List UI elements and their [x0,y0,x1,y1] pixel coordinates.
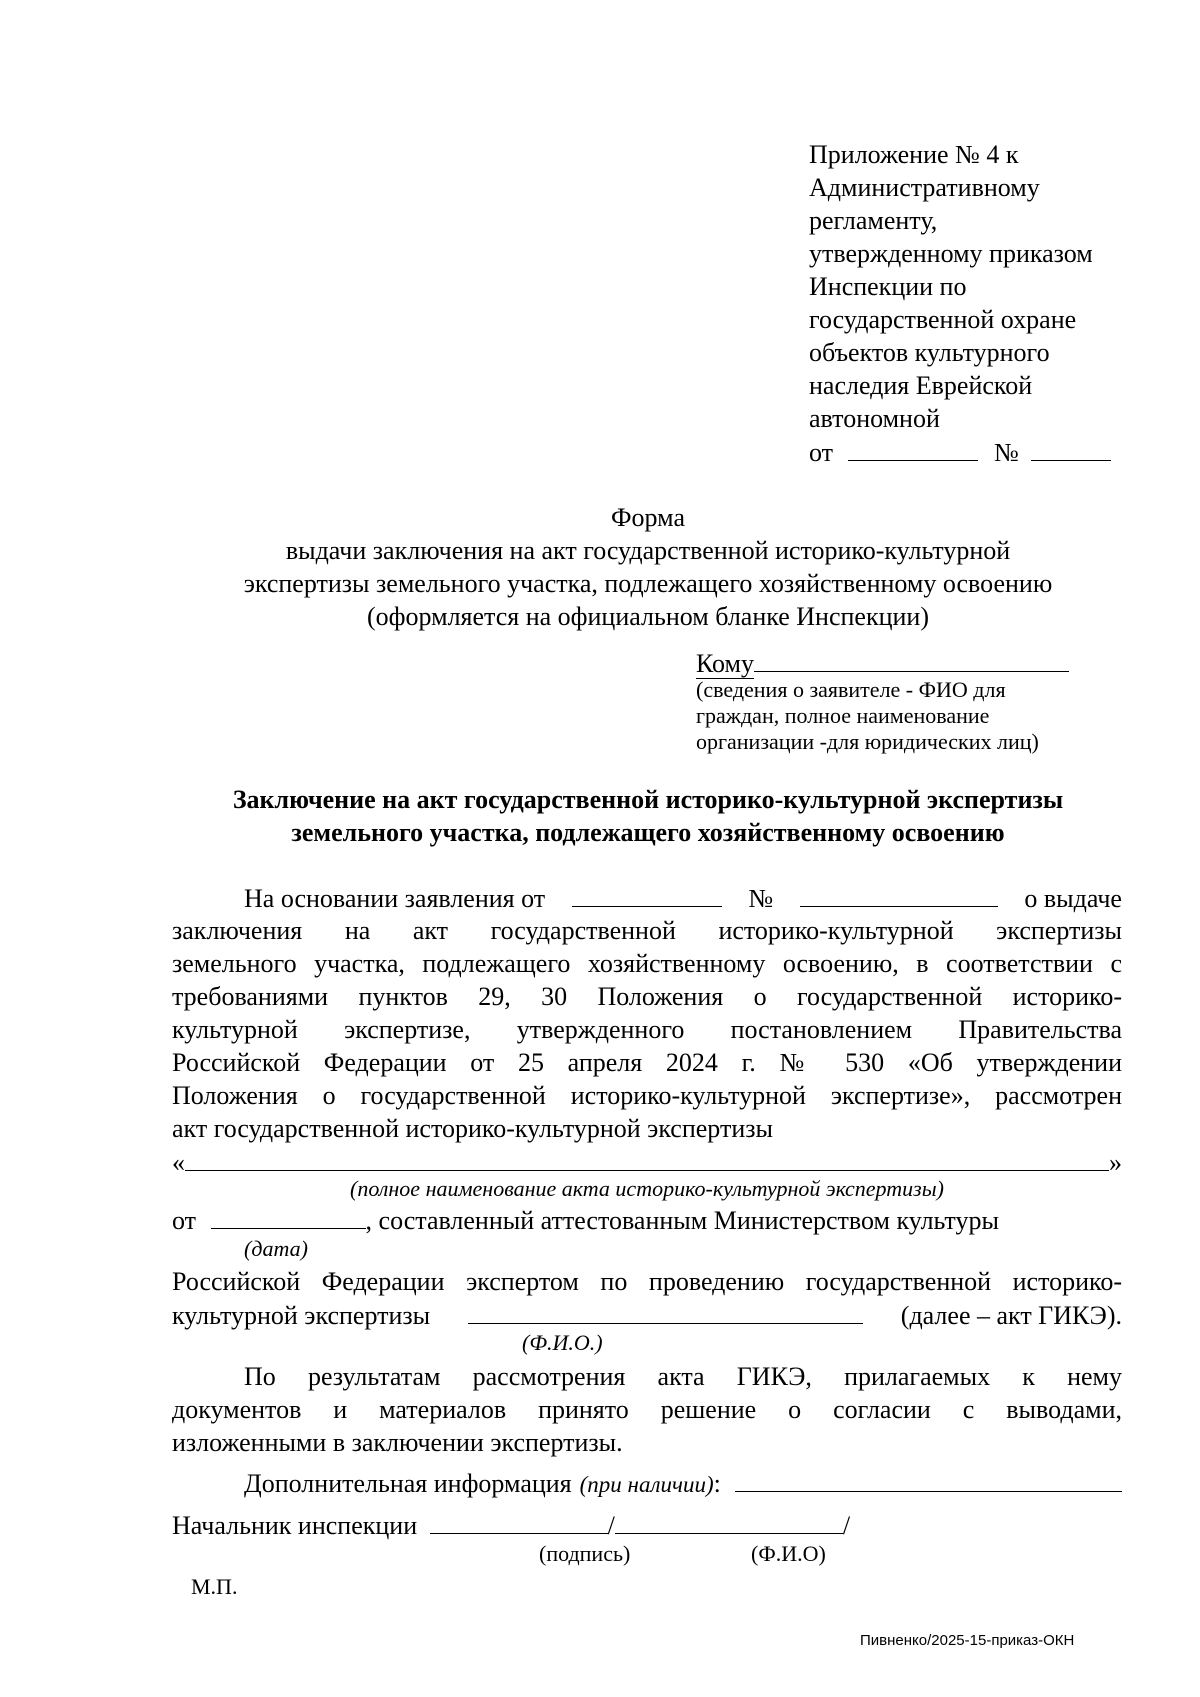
appendix-date-field[interactable] [848,436,978,461]
expert-name-field[interactable] [468,1299,863,1324]
extra-info-field[interactable] [735,1467,1122,1492]
body-line: культурной экспертизе, утвержденного постановлением Правительства [172,1015,1122,1044]
body-line: заключения на акт государственной историко-культурной экспертизы [172,916,1122,945]
quote-open: « [172,1148,185,1177]
head-name-hint: (Ф.И.О) [751,1541,826,1566]
stamp-label: М.П. [191,1574,238,1599]
appendix-line: Инспекции по [809,272,967,301]
appendix-line: утвержденному приказом [809,239,1093,268]
recipient-line [696,647,1069,680]
document-code: Пивненко/2025-15-приказ-ОКН [860,1632,1075,1649]
act-composed-text: , составленный аттестованным Министерством культуры [365,1206,999,1235]
application-label: На основании заявления от [244,884,546,913]
act-name-field[interactable] [185,1146,1109,1171]
head-name-field[interactable] [615,1509,843,1534]
body-first-line [172,882,1122,915]
form-subtitle-line: выдачи заключения на акт государственной историко-культурной [285,536,1011,565]
expert-label: культурной экспертизы [172,1301,431,1330]
act-name-line [172,1146,1122,1179]
application-number-field[interactable] [800,882,998,907]
body-line: земельного участка, подлежащего хозяйственному освоению, в соответствии с [172,949,1122,978]
appendix-line: Административному [809,173,1040,202]
act-date-hint: (дата) [244,1236,308,1261]
extra-info-hint: (при наличии) [579,1472,714,1497]
appendix-line: объектов культурного [809,338,1050,367]
quote-close: » [1109,1148,1122,1177]
extra-info-colon: : [713,1469,721,1498]
form-subtitle-line: экспертизы земельного участка, подлежащего хозяйственному освоению [243,569,1053,598]
act-from-label: от [172,1206,197,1235]
body-line: Российской Федерации от 25 апреля 2024 г. № 530 «Об утверждении [172,1048,1122,1077]
expert-fio-hint: (Ф.И.О.) [522,1330,603,1355]
decision-line: документов и материалов принято решение о согласии с выводами, [172,1395,1122,1424]
application-date-field[interactable] [572,882,722,907]
expert-tail: (далее – акт ГИКЭ). [900,1301,1122,1330]
body-line: Положения о государственной историко-культурной экспертизе», рассмотрен [172,1081,1122,1110]
appendix-date-line [809,436,1111,469]
application-number-label: № [748,884,774,913]
decision-line: изложенными в заключении экспертизы. [172,1428,623,1457]
decision-line: По результатам рассмотрения акта ГИКЭ, прилагаемых к нему [244,1362,1122,1391]
form-title: Форма [611,503,685,532]
appendix-line: наследия Еврейской [809,371,1033,400]
appendix-line: государственной охране [809,305,1077,334]
form-subtitle-line: (оформляется на официальном бланке Инспекции) [367,602,929,631]
appendix-line: автономной [809,404,940,433]
act-date-line [172,1204,999,1237]
act-date-field[interactable] [211,1204,366,1229]
expert-name-line [172,1299,1122,1332]
signature-field[interactable] [430,1509,608,1534]
expert-line: Российской Федерации экспертом по проведению государственной историко- [172,1267,1122,1296]
recipient-label: Кому [696,649,755,678]
appendix-number-label: № [994,438,1019,467]
appendix-line: регламенту, [809,206,938,235]
appendix-line: Приложение № 4 к [809,140,1019,169]
application-tail: о выдаче [1024,884,1122,913]
appendix-number-field[interactable] [1031,436,1111,461]
signature-line [172,1509,850,1542]
extra-info-label: Дополнительная информация [244,1469,572,1498]
recipient-hint: граждан, полное наименование [696,703,990,728]
recipient-hint: (сведения о заявителе - ФИО для [696,677,1006,702]
body-line: требованиями пунктов 29, 30 Положения о государственной историко- [172,982,1122,1011]
body-line: акт государственной историко-культурной экспертизы [172,1114,773,1143]
signature-hint: (подпись) [539,1541,631,1566]
signature-slash: / [607,1511,615,1540]
recipient-field[interactable] [754,647,1069,672]
conclusion-title-line: Заключение на акт государственной историко-культурной экспертизы [232,785,1064,814]
act-name-hint: (полное наименование акта историко-культурной экспертизы) [350,1176,944,1201]
conclusion-title-line: земельного участка, подлежащего хозяйственному освоению [291,818,1005,847]
appendix-from-label: от [809,438,834,467]
extra-info-line [244,1467,1122,1501]
recipient-hint: организации -для юридических лиц) [696,729,1039,754]
head-label: Начальник инспекции [172,1511,418,1540]
signature-slash: / [842,1511,851,1540]
